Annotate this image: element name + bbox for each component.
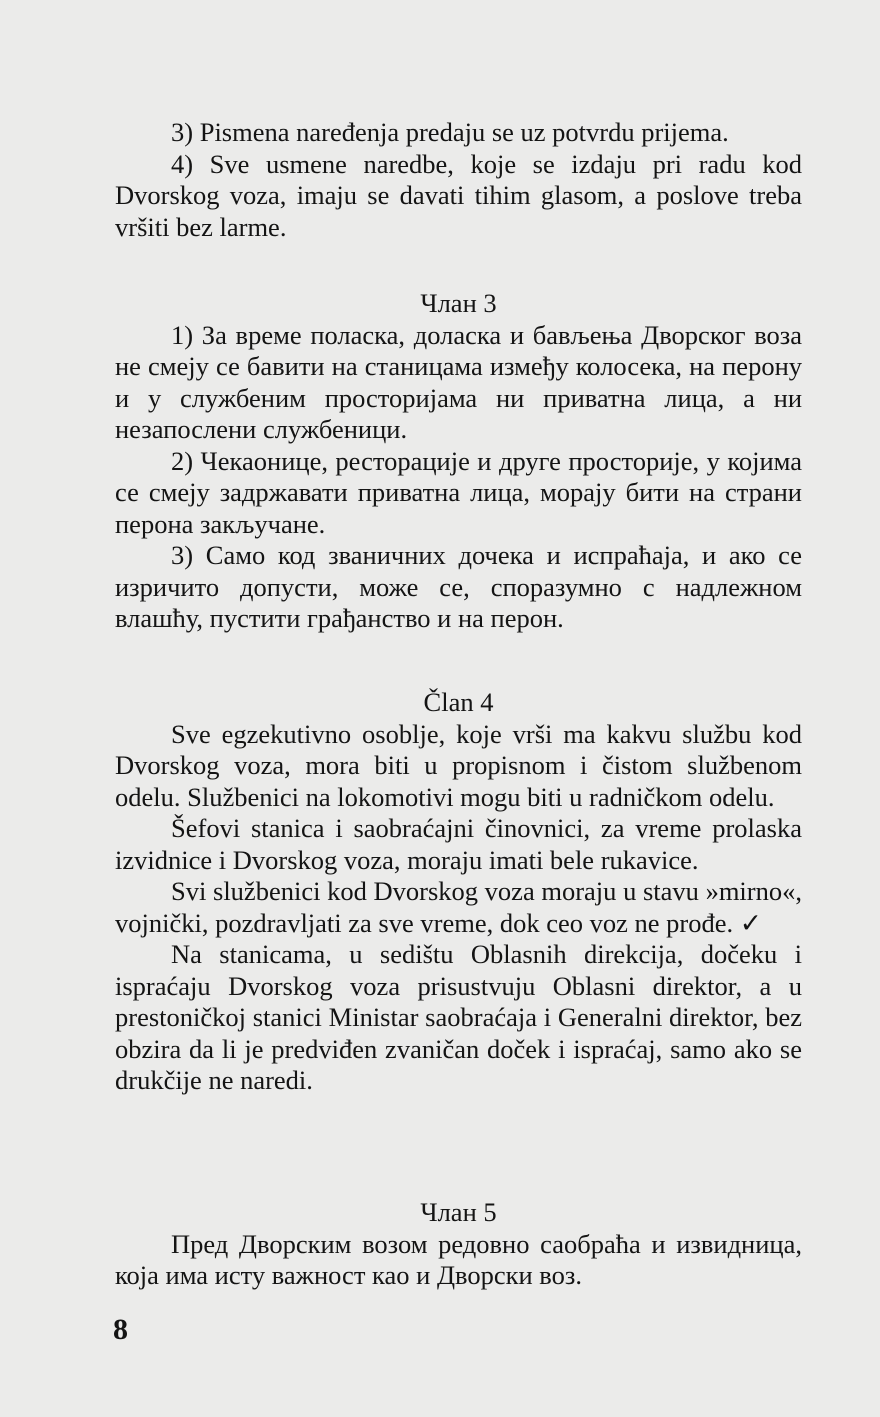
article-5 — [115, 1197, 802, 1292]
paragraph-3-written-orders: 3) Pismena naređenja predaju se uz potvrdu prijema. — [171, 117, 729, 147]
article-5-heading: Члан 5 — [420, 1197, 497, 1227]
article-3-paragraph-3: 3) Само код званичних дочека и испраћаја, и ако се изричито допусти, може се, споразумно с надлежном влашћу, пустити грађанство и на перон. — [115, 540, 802, 633]
article-3 — [115, 288, 802, 635]
article-3-paragraph-2: 2) Чекаонице, ресторације и друге просторије, у којима се смеју задржавати приватна лица, морају бити на страни перона закључане. — [115, 445, 802, 539]
article-4-paragraph-4: Na stanicama, u sedištu Oblasnih direkcija, dočeku i ispraćaju Dvorskog voza prisustvuju Oblasni direktor, a u prestoničkoj stanici Ministar saobraćaja i Generalni direktor, bez obzira da li je predviđen zvaničan doček i ispraćaj, samo ako se drukčije ne naredi. — [115, 939, 802, 1095]
article-5-paragraph-1: Пред Дворским возом редовно саобраћа и извидница, која има исту важност као и Дворски воз. — [115, 1228, 802, 1290]
page-number: 8 — [113, 1313, 128, 1346]
article-2-continuation — [115, 117, 802, 243]
paragraph-4-oral-orders: 4) Sve usmene naredbe, koje se izdaju pri radu kod Dvorskog voza, imaju se davati tihim glasom, a poslove treba vršiti bez larme. — [115, 148, 802, 242]
article-4-heading: Član 4 — [423, 687, 494, 717]
article-4-paragraph-1: Sve egzekutivno osoblje, koje vrši ma kakvu službu kod Dvorskog voza, mora biti u propisnom i čistom službenom odelu. Službenici na lokomotivi mogu biti u radničkom odelu. — [115, 718, 802, 812]
article-4-paragraph-3: Svi službenici kod Dvorskog voza moraju u stavu »mirno«, vojnički, pozdravljati za sve vreme, dok ceo voz ne prođe. ✓ — [115, 876, 802, 938]
article-3-paragraph-1: 1) За време поласка, доласка и бављења Дворског воза не смеју се бавити на станицама између колосека, на перону и у службеним просторијама ни приватна лица, а ни незапослени службеници. — [115, 319, 802, 444]
article-3-heading: Члан 3 — [420, 288, 497, 318]
article-4-paragraph-2: Šefovi stanica i saobraćajni činovnici, za vreme prolaska izvidnice i Dvorskog voza, moraju imati bele rukavice. — [115, 813, 802, 875]
article-4 — [115, 687, 802, 1097]
